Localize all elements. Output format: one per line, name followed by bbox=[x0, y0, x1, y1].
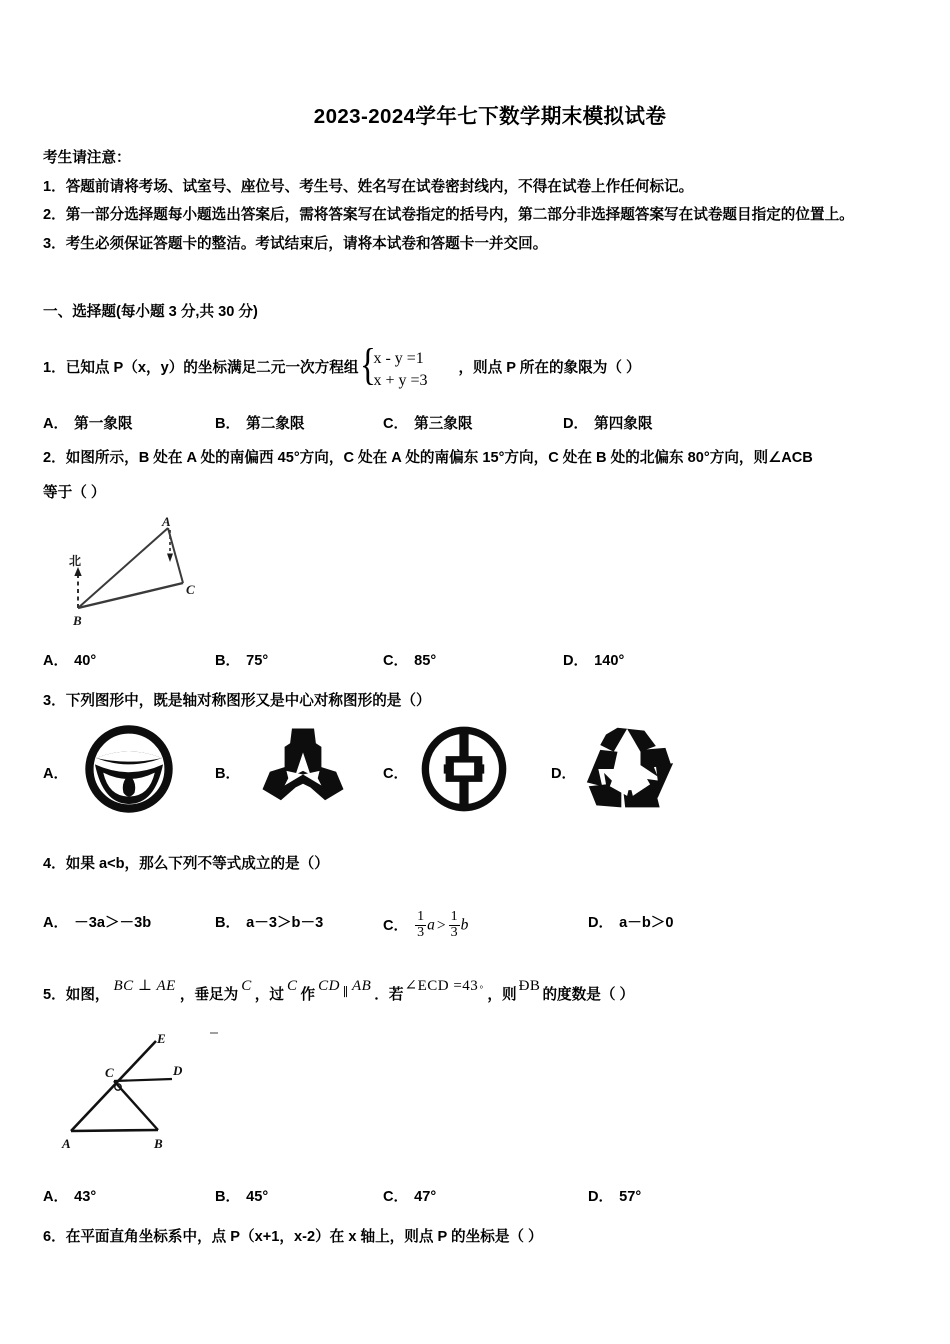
question-4-option-c[interactable]: C． $\frac{1}{3}$ a > $\frac{1}{3}$ b bbox=[383, 909, 469, 940]
question-5-option-c[interactable]: C． 47° bbox=[383, 1189, 437, 1205]
segment-ae bbox=[71, 1041, 156, 1131]
question-2-option-a[interactable]: A． 40° bbox=[43, 653, 97, 669]
question-2-options bbox=[43, 649, 743, 671]
question-1-option-a[interactable]: A． 第一象限 bbox=[43, 416, 133, 432]
question-3-stem: 3．下列图形中，既是轴对称图形又是中心对称图形的是（） bbox=[43, 693, 431, 709]
question-2-option-b[interactable]: B． 75° bbox=[215, 653, 269, 669]
math-angle-ecd-43: ∠ECD =43 bbox=[404, 978, 479, 994]
question-4-option-a[interactable]: A． －3a＞－3b bbox=[43, 915, 152, 931]
question-5-stem: 5．如图，BC ⊥ AE，垂足为C，过C作CD ∥ AB．若∠ECD =43° ，则ÐB的度数是（ ） bbox=[43, 978, 635, 1003]
question-1-options bbox=[43, 412, 743, 434]
a-arrow-head bbox=[167, 554, 173, 563]
question-4-option-d[interactable]: D． a－b＞0 bbox=[588, 915, 674, 931]
segment-cd bbox=[114, 1079, 172, 1081]
vertex-label-d: D bbox=[173, 1063, 183, 1078]
section-heading-choice: 一、选择题(每小题 3 分,共 30 分) bbox=[43, 304, 258, 320]
notice-heading: 考生请注意： bbox=[43, 150, 131, 166]
question-3-option-c-label[interactable]: C． bbox=[383, 766, 409, 782]
fraction-one-third-first: $\frac{1}{3}$ bbox=[417, 909, 425, 940]
question-1-option-b[interactable]: B． 第二象限 bbox=[215, 416, 305, 432]
notice-item-1: 1．答题前请将考场、试室号、座位号、考生号、姓名写在试卷密封线内，不得在试卷上作任何标记。 bbox=[43, 178, 694, 195]
question-2-stem bbox=[43, 443, 923, 508]
question-4-options bbox=[43, 909, 823, 940]
vertex-label-c: C bbox=[186, 582, 195, 597]
recycling-triangle-logo-icon bbox=[580, 723, 678, 815]
question-4-stem: 4．如果 a<b，那么下列不等式成立的是（） bbox=[43, 856, 329, 872]
vertex-label-b: B bbox=[154, 1136, 163, 1151]
question-6-stem: 6．在平面直角坐标系中，点 P（x+1，x-2）在 x 轴上，则点 P 的坐标是（ ） bbox=[43, 1229, 543, 1245]
question-3-option-d-label[interactable]: D． bbox=[551, 766, 577, 782]
math-point-c: C bbox=[286, 978, 298, 994]
question-5-option-d[interactable]: D． 57° bbox=[588, 1189, 642, 1205]
notice-item-2: 2．第一部分选择题每小题选出答案后，需将答案写在试卷指定的括号内，第二部分非选择题答案写在试卷题目指定的位置上。 bbox=[43, 207, 854, 223]
question-5-option-a[interactable]: A． 43° bbox=[43, 1189, 97, 1205]
question-4-option-b[interactable]: B． a－3＞b－3 bbox=[215, 915, 324, 931]
relation-greater: > bbox=[436, 916, 446, 934]
question-2-line-1: 2．如图所示，B 处在 A 处的南偏西 45°方向，C 处在 A 处的南偏东 15°方向，C 处在 B 处的北偏东 80°方向，则∠ACB bbox=[43, 450, 813, 466]
mazda-style-circle-logo-icon bbox=[83, 723, 175, 815]
equation-line-1: x - y =1 bbox=[373, 350, 424, 367]
question-1-option-c[interactable]: C． 第三象限 bbox=[383, 416, 473, 432]
math-bc-perp-ae: BC ⊥ AE bbox=[113, 978, 176, 994]
exam-notice-block bbox=[43, 144, 909, 258]
math-angle-b: ÐB bbox=[518, 978, 541, 994]
question-2-option-d[interactable]: D． 140° bbox=[563, 653, 625, 669]
coin-circle-square-logo-icon bbox=[418, 723, 510, 815]
math-ab: AB bbox=[351, 978, 372, 994]
variable-a: a bbox=[427, 916, 435, 934]
question-4-number: 4． bbox=[43, 856, 66, 872]
segment-ab bbox=[71, 1130, 158, 1131]
vertex-label-a: A bbox=[62, 1136, 71, 1151]
question-5-figure bbox=[48, 1023, 248, 1163]
question-1-text-b: ，则点 P 所在的象限为（ ） bbox=[458, 359, 641, 376]
segment-bc bbox=[78, 583, 183, 608]
question-2-number: 2． bbox=[43, 450, 66, 466]
degree-symbol: ° bbox=[479, 984, 484, 994]
math-cd: CD bbox=[318, 978, 340, 994]
page-title: 2023-2024学年七下数学期末模拟试卷 bbox=[313, 105, 667, 128]
variable-b: b bbox=[460, 916, 469, 934]
question-3-number: 3． bbox=[43, 693, 66, 709]
question-1-equation-system bbox=[360, 340, 456, 391]
question-5-number: 5． bbox=[43, 987, 66, 1003]
question-1-option-d[interactable]: D． 第四象限 bbox=[563, 416, 653, 432]
question-1-text-a: 已知点 P（x，y）的坐标满足二元一次方程组 bbox=[65, 359, 359, 376]
vertex-label-c: C bbox=[105, 1065, 114, 1080]
question-3-option-a-label[interactable]: A． bbox=[43, 766, 69, 782]
notice-item-3: 3．考生必须保证答题卡的整洁。考试结束后，请将本试卷和答题卡一并交回。 bbox=[43, 235, 548, 252]
triangle-abc-bearing-svg bbox=[52, 515, 242, 635]
vertex-label-e: E bbox=[157, 1031, 166, 1046]
question-3-option-b-label[interactable]: B． bbox=[215, 766, 241, 782]
question-5-option-b[interactable]: B． 45° bbox=[215, 1189, 269, 1205]
question-2-figure bbox=[52, 515, 242, 635]
question-6-number: 6． bbox=[43, 1229, 66, 1245]
segment-ba bbox=[78, 528, 168, 608]
vertex-label-b: B bbox=[73, 613, 82, 628]
equation-line-2: x + y =3 bbox=[373, 372, 428, 389]
question-1-number: 1． bbox=[43, 359, 66, 376]
question-5-options bbox=[43, 1185, 743, 1207]
question-1-stem bbox=[43, 340, 641, 391]
three-pointed-pinwheel-logo-icon bbox=[257, 723, 349, 815]
vertex-label-a: A bbox=[162, 515, 171, 529]
math-foot-c: C bbox=[241, 978, 252, 994]
left-brace-glyph: { bbox=[360, 340, 377, 389]
triangle-abc-ce-cd-svg bbox=[48, 1023, 248, 1163]
north-arrow-head bbox=[74, 567, 81, 576]
math-parallel-symbol: ∥ bbox=[342, 985, 349, 999]
fraction-one-third-second: $\frac{1}{3}$ bbox=[450, 909, 458, 940]
north-label: 北 bbox=[69, 554, 82, 568]
question-2-line-2: 等于（ ） bbox=[43, 485, 106, 501]
question-2-option-c[interactable]: C． 85° bbox=[383, 653, 437, 669]
